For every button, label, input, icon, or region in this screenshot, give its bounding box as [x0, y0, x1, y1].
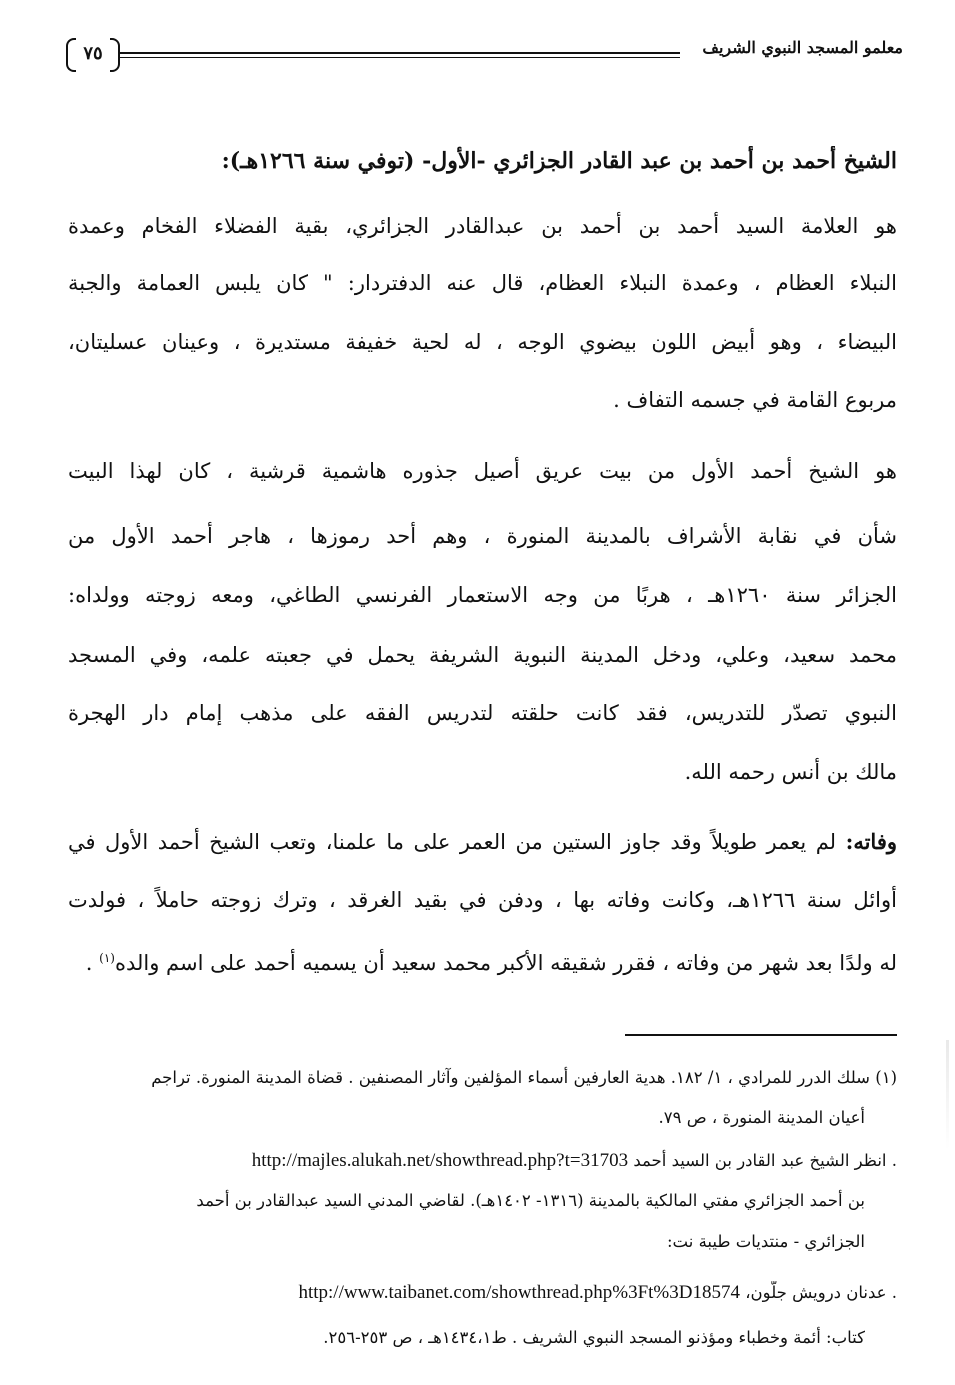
paragraph-2-line-1: هو الشيخ أحمد الأول من بيت عريق أصيل جذوره هاشمية قرشية ، كان لهذا البيت	[68, 459, 897, 483]
footnote-line-1: (١) سلك الدرر للمرادي ، ١/ ١٨٢. هدية العارفين أسماء المؤلفين وآثار المصنفين . قضاة المدينة المنورة. تراجم	[151, 1068, 897, 1087]
paragraph-1-line-2: النبلاء العظام ، وعمدة النبلاء العظام، قال عنه الدفتردار: " كان يلبس العمامة والجبة	[68, 271, 897, 295]
death-paragraph-line-1	[68, 827, 897, 857]
death-line-3-end: .	[85, 951, 100, 975]
paragraph-2-line-6: مالك بن أنس رحمه الله.	[684, 760, 897, 784]
paragraph-2-line-4: محمد سعيد، وعلي، ودخل المدينة النبوية الشريفة يحمل في جعبته علمه، وفي المسجد	[68, 643, 897, 667]
running-header-title: معلمو المسجد النبوي الشريف	[702, 38, 903, 57]
paragraph-1-line-1: هو العلامة السيد أحمد بن أحمد بن عبدالقادر الجزائري، بقية الفضلاء الفخام وعمدة	[68, 214, 897, 238]
footnote-line-6-text: . عدنان درويش جلّون،	[745, 1283, 897, 1302]
death-line-3-text: له ولدًا بعد شهر من وفاته ، فقرر شقيقه الأكبر محمد سعيد أن يسميه أحمد على اسم والده	[114, 951, 897, 975]
paragraph-2-line-3: الجزائر سنة ١٢٦٠هـ ، هربًا من وجه الاستعمار الفرنسي الطاغي، ومعه زوجته وولداه:	[68, 583, 897, 607]
footnote-line-3-text: . انظر الشيخ عبد القادر بن السيد أحمد	[633, 1151, 897, 1170]
footnote-separator	[625, 1034, 897, 1036]
page-number: ٧٥	[66, 36, 120, 72]
section-heading: الشيخ أحمد بن أحمد بن عبد القادر الجزائري -الأول- (توفي سنة ١٢٦٦هـ):	[221, 148, 897, 174]
paragraph-2-line-2: شأن في نقابة الأشراف بالمدينة المنورة ، وهم أحد رموزها ، هاجر أحمد الأول من	[68, 524, 897, 548]
death-line-1-text: لم يعمر طويلاً وقد جاوز الستين من العمر على ما علمنا، وتعب الشيخ أحمد الأول في	[68, 830, 837, 854]
paragraph-1-line-4: مربوع القامة في جسمه التفاف .	[613, 388, 897, 412]
death-paragraph-line-2: أوائل سنة ١٢٦٦هـ، وكانت وفاته بها ، ودفن في بقيد الغرقد ، وترك زوجته حاملاً ، فولدت	[68, 888, 897, 912]
scan-margin-shadow	[946, 1040, 949, 1150]
footnote-link-alukah[interactable]: http://majles.alukah.net/showthread.php?t=31703	[251, 1150, 629, 1171]
footnote-line-5: الجزائري - منتديات طيبة نت:	[666, 1232, 865, 1251]
header-rule	[118, 52, 680, 58]
footnote-line-2: أعيان المدينة المنورة ، ص ٧٩.	[658, 1108, 865, 1127]
paragraph-1-line-3: البيضاء ، وهو أبيض اللون بيضوي الوجه ، له لحية خفيفة مستديرة ، وعينان عسليتان،	[68, 330, 897, 354]
footnote-line-7: كتاب: أئمة وخطباء ومؤذنو المسجد النبوي الشريف . ط١٤٣٤،١هـ ، ص ٢٥٣-٢٥٦.	[323, 1328, 865, 1347]
footnote-line-6	[68, 1281, 897, 1305]
footnote-line-3	[68, 1149, 897, 1173]
death-label: وفاته:	[845, 829, 897, 854]
death-paragraph-line-3	[68, 943, 897, 978]
footnote-link-taibanet[interactable]: http://www.taibanet.com/showthread.php%3Ft%3D18574	[298, 1282, 740, 1303]
footnote-reference[interactable]: (١)	[99, 951, 115, 965]
footnote-line-4: بن أحمد الجزائري مفتي المالكية بالمدينة (١٣١٦- ١٤٠٢هـ). لقاضي المدني السيد عبدالقادر بن أحمد	[196, 1191, 865, 1210]
paragraph-2-line-5: النبوي تصدّر للتدريس، فقد كانت حلقته لتدريس الفقه على مذهب إمام دار الهجرة	[68, 701, 897, 725]
